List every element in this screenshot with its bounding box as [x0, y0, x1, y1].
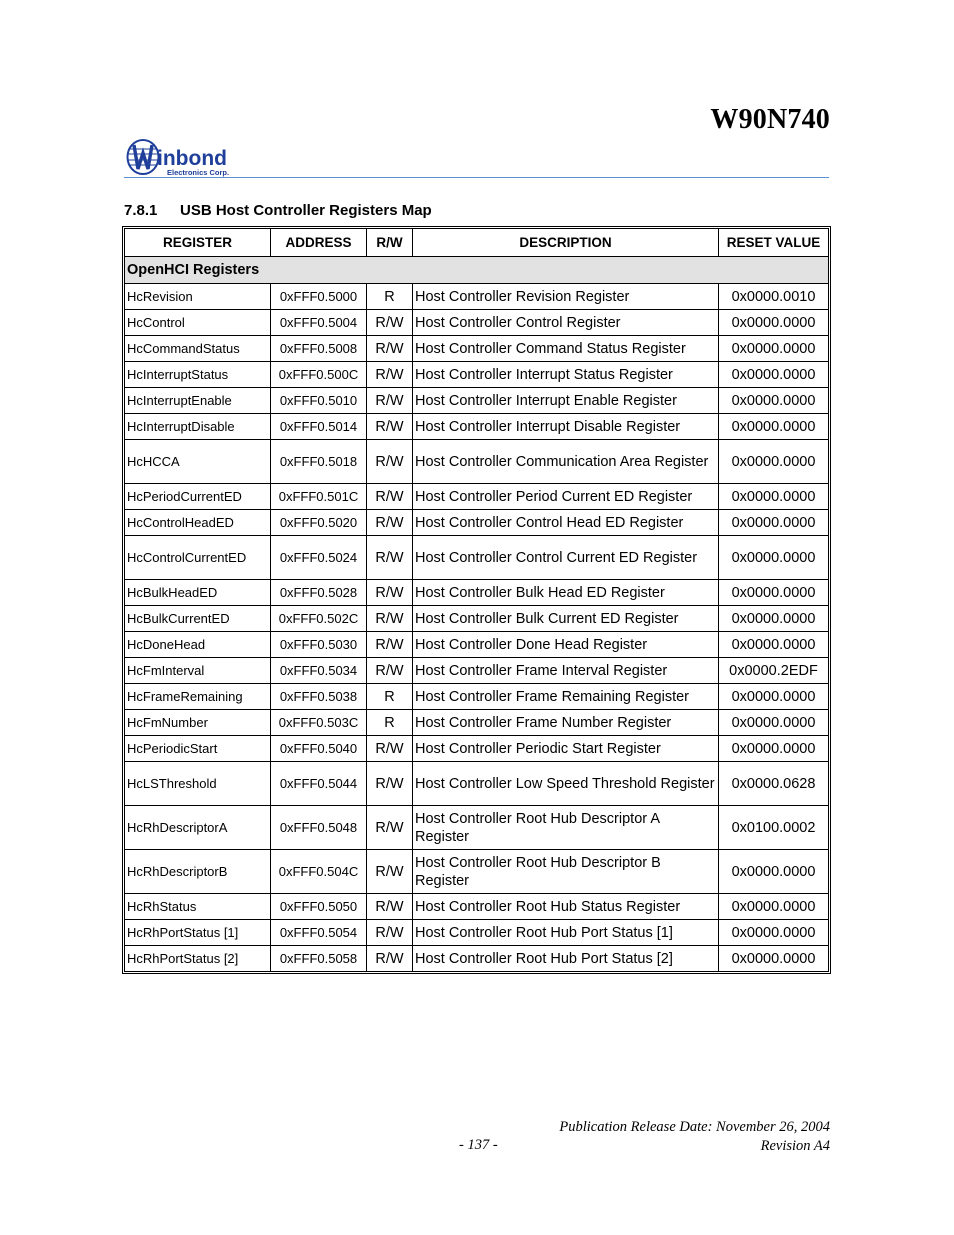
register-access: R/W: [367, 310, 413, 336]
register-description: Host Controller Root Hub Descriptor A Register: [413, 806, 719, 850]
register-address: 0xFFF0.5044: [271, 762, 367, 806]
register-reset-value: 0x0000.0000: [719, 632, 829, 658]
header-rule: [124, 177, 829, 178]
register-name: HcPeriodicStart: [125, 736, 271, 762]
register-description: Host Controller Period Current ED Register: [413, 484, 719, 510]
register-description: Host Controller Revision Register: [413, 284, 719, 310]
table-row: [125, 806, 829, 850]
register-reset-value: 0x0000.0628: [719, 762, 829, 806]
section-title: USB Host Controller Registers Map: [180, 202, 432, 219]
register-name: HcBulkCurrentED: [125, 606, 271, 632]
register-address: 0xFFF0.5050: [271, 894, 367, 920]
register-description: Host Controller Root Hub Status Register: [413, 894, 719, 920]
svg-text:inbond: inbond: [157, 147, 227, 170]
register-description: Host Controller Bulk Current ED Register: [413, 606, 719, 632]
register-description: Host Controller Interrupt Enable Register: [413, 388, 719, 414]
register-access: R/W: [367, 850, 413, 894]
register-name: HcDoneHead: [125, 632, 271, 658]
table-row: [125, 388, 829, 414]
register-access: R/W: [367, 362, 413, 388]
register-access: R/W: [367, 606, 413, 632]
register-address: 0xFFF0.504C: [271, 850, 367, 894]
register-address: 0xFFF0.5040: [271, 736, 367, 762]
register-address: 0xFFF0.5000: [271, 284, 367, 310]
svg-text:Electronics Corp.: Electronics Corp.: [167, 168, 230, 177]
register-description: Host Controller Done Head Register: [413, 632, 719, 658]
page-number: - 137 -: [459, 1137, 498, 1153]
register-access: R: [367, 684, 413, 710]
column-header-register: REGISTER: [125, 229, 271, 257]
register-access: R/W: [367, 920, 413, 946]
group-label: OpenHCI Registers: [125, 257, 829, 284]
register-access: R/W: [367, 536, 413, 580]
table-row: [125, 658, 829, 684]
register-name: HcRevision: [125, 284, 271, 310]
register-access: R/W: [367, 658, 413, 684]
column-header-address: ADDRESS: [271, 229, 367, 257]
table-row: [125, 536, 829, 580]
register-access: R/W: [367, 894, 413, 920]
register-address: 0xFFF0.500C: [271, 362, 367, 388]
register-name: HcBulkHeadED: [125, 580, 271, 606]
register-address: 0xFFF0.5058: [271, 946, 367, 972]
table-header-row: [125, 229, 829, 257]
table-row: [125, 414, 829, 440]
register-reset-value: 0x0000.0000: [719, 510, 829, 536]
register-reset-value: 0x0000.0000: [719, 310, 829, 336]
table-row: [125, 310, 829, 336]
register-address: 0xFFF0.5034: [271, 658, 367, 684]
winbond-logo-icon: [126, 138, 256, 178]
register-reset-value: 0x0000.2EDF: [719, 658, 829, 684]
register-access: R/W: [367, 440, 413, 484]
register-description: Host Controller Periodic Start Register: [413, 736, 719, 762]
register-reset-value: 0x0000.0000: [719, 536, 829, 580]
register-reset-value: 0x0000.0000: [719, 946, 829, 972]
column-header-reset-value: RESET VALUE: [719, 229, 829, 257]
register-reset-value: 0x0000.0000: [719, 684, 829, 710]
table-row: [125, 762, 829, 806]
register-name: HcControlHeadED: [125, 510, 271, 536]
column-header-description: DESCRIPTION: [413, 229, 719, 257]
register-reset-value: 0x0000.0000: [719, 336, 829, 362]
register-address: 0xFFF0.502C: [271, 606, 367, 632]
register-access: R/W: [367, 632, 413, 658]
register-address: 0xFFF0.5048: [271, 806, 367, 850]
register-name: HcRhStatus: [125, 894, 271, 920]
register-description: Host Controller Low Speed Threshold Register: [413, 762, 719, 806]
register-name: HcRhDescriptorB: [125, 850, 271, 894]
register-address: 0xFFF0.5020: [271, 510, 367, 536]
register-address: 0xFFF0.503C: [271, 710, 367, 736]
register-address: 0xFFF0.5010: [271, 388, 367, 414]
register-description: Host Controller Bulk Head ED Register: [413, 580, 719, 606]
register-access: R: [367, 284, 413, 310]
register-reset-value: 0x0000.0000: [719, 484, 829, 510]
register-name: HcPeriodCurrentED: [125, 484, 271, 510]
register-description: Host Controller Communication Area Register: [413, 440, 719, 484]
register-description: Host Controller Control Register: [413, 310, 719, 336]
register-description: Host Controller Command Status Register: [413, 336, 719, 362]
register-access: R/W: [367, 806, 413, 850]
register-address: 0xFFF0.5024: [271, 536, 367, 580]
register-table-frame: [122, 226, 831, 974]
register-table-body: [125, 257, 829, 972]
register-name: HcRhPortStatus [1]: [125, 920, 271, 946]
register-name: HcLSThreshold: [125, 762, 271, 806]
register-description: Host Controller Interrupt Status Register: [413, 362, 719, 388]
register-access: R/W: [367, 414, 413, 440]
table-row: [125, 710, 829, 736]
register-address: 0xFFF0.501C: [271, 484, 367, 510]
table-row: [125, 362, 829, 388]
section-heading: [124, 202, 432, 219]
register-reset-value: 0x0000.0000: [719, 736, 829, 762]
group-row: [125, 257, 829, 284]
register-address: 0xFFF0.5014: [271, 414, 367, 440]
table-row: [125, 946, 829, 972]
register-access: R/W: [367, 762, 413, 806]
register-name: HcFmNumber: [125, 710, 271, 736]
register-reset-value: 0x0000.0000: [719, 920, 829, 946]
register-reset-value: 0x0000.0000: [719, 894, 829, 920]
register-name: HcRhPortStatus [2]: [125, 946, 271, 972]
table-row: [125, 484, 829, 510]
register-address: 0xFFF0.5008: [271, 336, 367, 362]
table-row: [125, 684, 829, 710]
register-name: HcRhDescriptorA: [125, 806, 271, 850]
register-reset-value: 0x0000.0000: [719, 388, 829, 414]
table-row: [125, 606, 829, 632]
register-description: Host Controller Control Head ED Register: [413, 510, 719, 536]
register-description: Host Controller Frame Number Register: [413, 710, 719, 736]
table-row: [125, 894, 829, 920]
register-name: HcInterruptDisable: [125, 414, 271, 440]
register-description: Host Controller Control Current ED Register: [413, 536, 719, 580]
table-row: [125, 632, 829, 658]
register-reset-value: 0x0000.0000: [719, 440, 829, 484]
register-description: Host Controller Frame Interval Register: [413, 658, 719, 684]
revision: Revision A4: [760, 1138, 830, 1154]
register-reset-value: 0x0000.0000: [719, 606, 829, 632]
publication-release-date: Publication Release Date: November 26, 2004: [559, 1119, 830, 1135]
table-row: [125, 920, 829, 946]
register-name: HcInterruptStatus: [125, 362, 271, 388]
footer-info: [559, 1118, 830, 1156]
register-description: Host Controller Root Hub Port Status [2]: [413, 946, 719, 972]
table-row: [125, 580, 829, 606]
register-reset-value: 0x0100.0002: [719, 806, 829, 850]
register-name: HcFmInterval: [125, 658, 271, 684]
table-row: [125, 736, 829, 762]
register-address: 0xFFF0.5004: [271, 310, 367, 336]
register-access: R/W: [367, 510, 413, 536]
register-reset-value: 0x0000.0010: [719, 284, 829, 310]
register-address: 0xFFF0.5030: [271, 632, 367, 658]
register-reset-value: 0x0000.0000: [719, 710, 829, 736]
register-reset-value: 0x0000.0000: [719, 362, 829, 388]
winbond-logo: [126, 138, 256, 178]
register-access: R/W: [367, 946, 413, 972]
register-description: Host Controller Interrupt Disable Register: [413, 414, 719, 440]
table-row: [125, 284, 829, 310]
register-table: [124, 228, 829, 972]
register-address: 0xFFF0.5018: [271, 440, 367, 484]
register-reset-value: 0x0000.0000: [719, 850, 829, 894]
register-access: R/W: [367, 388, 413, 414]
register-reset-value: 0x0000.0000: [719, 580, 829, 606]
register-description: Host Controller Root Hub Port Status [1]: [413, 920, 719, 946]
table-row: [125, 850, 829, 894]
table-row: [125, 510, 829, 536]
document-title: W90N740: [710, 104, 830, 135]
register-description: Host Controller Frame Remaining Register: [413, 684, 719, 710]
table-row: [125, 440, 829, 484]
register-name: HcHCCA: [125, 440, 271, 484]
register-address: 0xFFF0.5038: [271, 684, 367, 710]
register-address: 0xFFF0.5054: [271, 920, 367, 946]
register-access: R: [367, 710, 413, 736]
register-name: HcControl: [125, 310, 271, 336]
register-address: 0xFFF0.5028: [271, 580, 367, 606]
register-access: R/W: [367, 736, 413, 762]
register-description: Host Controller Root Hub Descriptor B Register: [413, 850, 719, 894]
register-name: HcCommandStatus: [125, 336, 271, 362]
section-number: 7.8.1: [124, 202, 158, 219]
register-access: R/W: [367, 580, 413, 606]
register-name: HcInterruptEnable: [125, 388, 271, 414]
register-reset-value: 0x0000.0000: [719, 414, 829, 440]
column-header-rw: R/W: [367, 229, 413, 257]
table-row: [125, 336, 829, 362]
register-name: HcFrameRemaining: [125, 684, 271, 710]
register-name: HcControlCurrentED: [125, 536, 271, 580]
register-access: R/W: [367, 336, 413, 362]
register-access: R/W: [367, 484, 413, 510]
